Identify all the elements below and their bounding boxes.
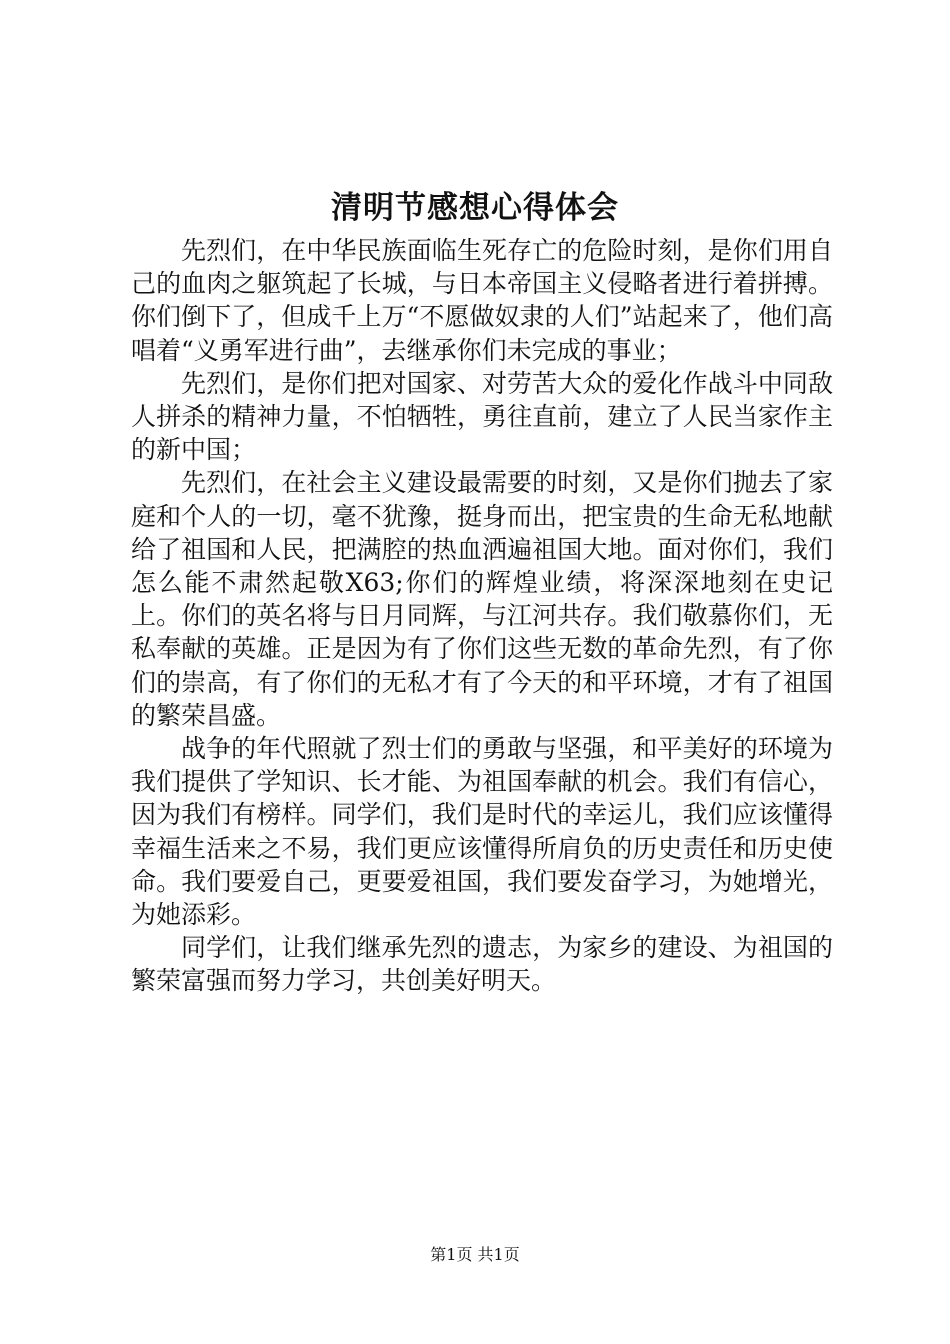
document-title: 清明节感想心得体会 xyxy=(331,190,619,226)
paragraph: 先烈们，在中华民族面临生死存亡的危险时刻，是你们用自己的血肉之躯筑起了长城，与日本帝国主义侵略者进行着拼搏。你们倒下了，但成千上万“不愿做奴隶的人们”站起来了，他们高唱着“义勇军进行曲”，去继承你们未完成的事业； xyxy=(131,236,833,365)
paragraph: 先烈们，在社会主义建设最需要的时刻，又是你们抛去了家庭和个人的一切，毫不犹豫，挺身而出，把宝贵的生命无私地献给了祖国和人民，把满腔的热血洒遍祖国大地。面对你们，我们怎么能不肃然起敬X63;你们的辉煌业绩，将深深地刻在史记上。你们的英名将与日月同辉，与江河共存。我们敬慕你们，无私奉献的英雄。正是因为有了你们这些无数的革命先烈，有了你们的崇高，有了你们的无私才有了今天的和平环境，才有了祖国的繁荣昌盛。 xyxy=(131,468,833,730)
paragraph: 战争的年代照就了烈士们的勇敢与坚强，和平美好的环境为我们提供了学知识、长才能、为祖国奉献的机会。我们有信心，因为我们有榜样。同学们，我们是时代的幸运儿，我们应该懂得幸福生活来之不易，我们更应该懂得所肩负的历史责任和历史使命。我们要爱自己，更要爱祖国，我们要发奋学习，为她增光，为她添彩。 xyxy=(131,734,833,930)
page-footer: 第1页 共1页 xyxy=(430,1245,520,1264)
paragraph: 先烈们，是你们把对国家、对劳苦大众的爱化作战斗中同敌人拼杀的精神力量，不怕牺牲，勇往直前，建立了人民当家作主的新中国； xyxy=(131,368,833,465)
paragraph: 同学们，让我们继承先烈的遗志，为家乡的建设、为祖国的繁荣富强而努力学习，共创美好明天。 xyxy=(131,933,833,996)
document-body xyxy=(131,234,833,998)
